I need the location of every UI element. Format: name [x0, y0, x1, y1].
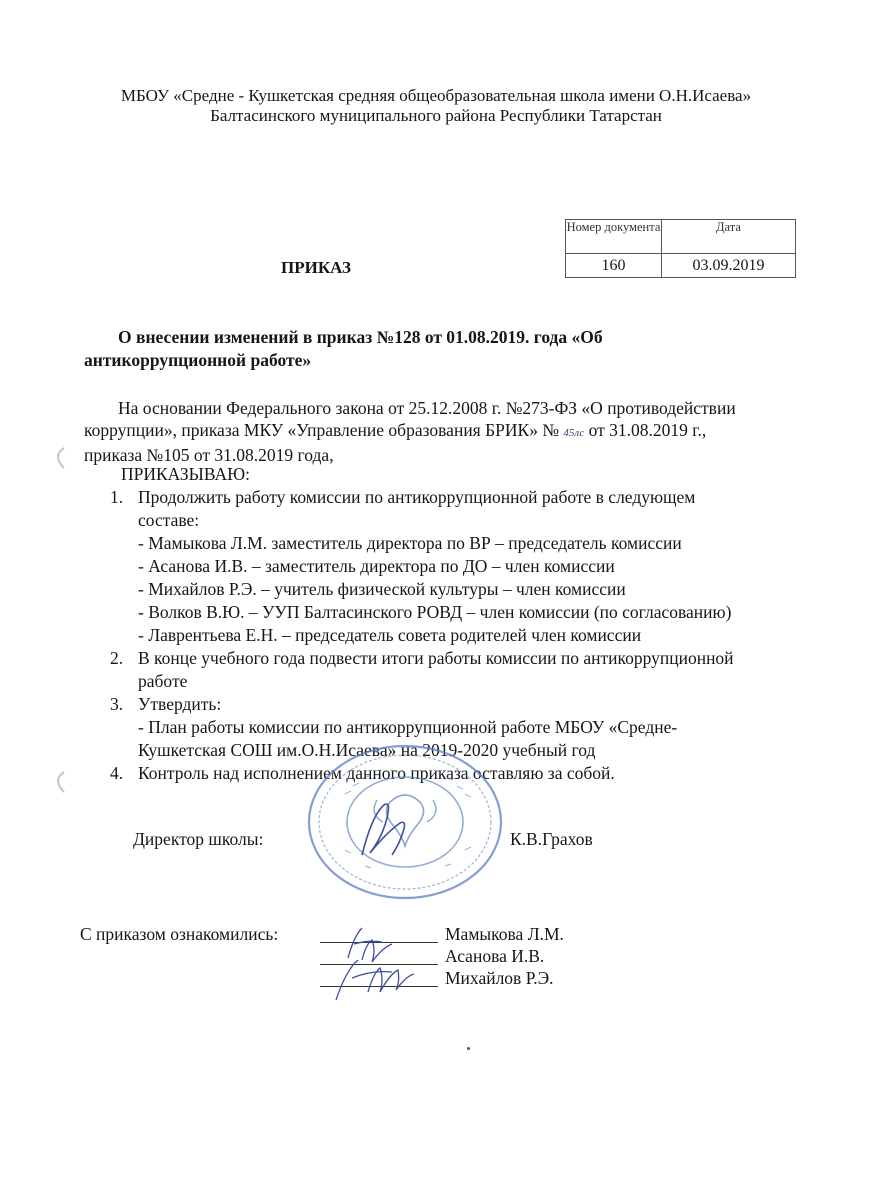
punch-hole-mark-icon	[48, 770, 68, 794]
director-signature-icon	[352, 795, 422, 870]
item-line: - Михайлов Р.Э. – учитель физической культуры – член комиссии	[138, 579, 626, 599]
director-label: Директор школы:	[133, 829, 264, 849]
basis-line-2	[84, 419, 844, 444]
subject-line-1: О внесении изменений в приказ №128 от 01.08.2019. года «Об	[118, 327, 603, 347]
acknowledged-name-1: Мамыкова Л.М.	[445, 924, 564, 944]
item-number: 3.	[110, 694, 124, 714]
item-line: - Лаврентьева Е.Н. – председатель совета родителей член комиссии	[138, 625, 642, 645]
item-line: - Волков В.Ю. – УУП Балтасинского РОВД – член комиссии (по согласованию)	[138, 602, 732, 622]
item-number: 2.	[110, 648, 124, 668]
item-line: составе:	[138, 510, 200, 530]
item-line: Утвердить:	[138, 694, 222, 714]
punch-hole-mark-icon	[48, 446, 68, 470]
order-item-2	[110, 647, 850, 693]
order-items-list	[110, 486, 850, 785]
item-line: В конце учебного года подвести итоги работы комиссии по антикоррупционной	[138, 648, 734, 668]
document-number-table	[565, 219, 796, 278]
order-keyword: ПРИКАЗЫВАЮ:	[121, 464, 250, 484]
doc-number-header: Номер документа	[566, 220, 662, 254]
basis-line-1: На основании Федерального закона от 25.12.2008 г. №273-ФЗ «О противодействии	[118, 398, 736, 418]
item-line: Продолжить работу комиссии по антикоррупционной работе в следующем	[138, 487, 696, 507]
basis-line-3: приказа №105 от 31.08.2019 года,	[84, 445, 334, 465]
subject-line-2: антикоррупционной работе»	[84, 350, 312, 370]
scan-dot	[467, 1047, 470, 1050]
doc-number-value: 160	[566, 254, 662, 278]
item-number: 4.	[110, 763, 124, 783]
document-title: ПРИКАЗ	[281, 258, 351, 277]
item-line: Кушкетская СОШ им.О.Н.Исаева» на 2019-2020 учебный год	[138, 740, 596, 760]
item-line: Контроль над исполнением данного приказа оставляю за собой.	[138, 763, 615, 783]
order-item-1	[110, 486, 850, 647]
basis-line-2-end: от 31.08.2019 г.,	[588, 420, 707, 440]
item-number: 1.	[110, 487, 124, 507]
director-name: К.В.Грахов	[510, 829, 593, 849]
acknowledged-label: С приказом ознакомились:	[80, 924, 279, 944]
header-line-1: МБОУ «Средне - Кушкетская средняя общеобразовательная школа имени О.Н.Исаева»	[120, 86, 752, 105]
handwritten-order-number: 45лс	[563, 427, 585, 439]
order-subject	[84, 326, 824, 372]
basis-line-2-start: коррупции», приказа МКУ «Управление образования БРИК» №	[84, 420, 560, 440]
item-line: - Асанова И.В. – заместитель директора по ДО – член комиссии	[138, 556, 615, 576]
header-line-2: Балтасинского муниципального района Республики Татарстан	[210, 106, 662, 125]
organization-header	[0, 86, 872, 126]
legal-basis	[84, 397, 844, 466]
doc-date-header: Дата	[662, 220, 796, 254]
item-line: работе	[138, 671, 188, 691]
acknowledged-name-2: Асанова И.В.	[445, 946, 545, 966]
item-line: - План работы комиссии по антикоррупционной работе МБОУ «Средне-	[138, 717, 678, 737]
doc-date-value: 03.09.2019	[662, 254, 796, 278]
acknowledgement-signatures-icon	[328, 918, 438, 1008]
item-line: - Мамыкова Л.М. заместитель директора по ВР – председатель комиссии	[138, 533, 682, 553]
acknowledged-name-3: Михайлов Р.Э.	[445, 968, 554, 988]
